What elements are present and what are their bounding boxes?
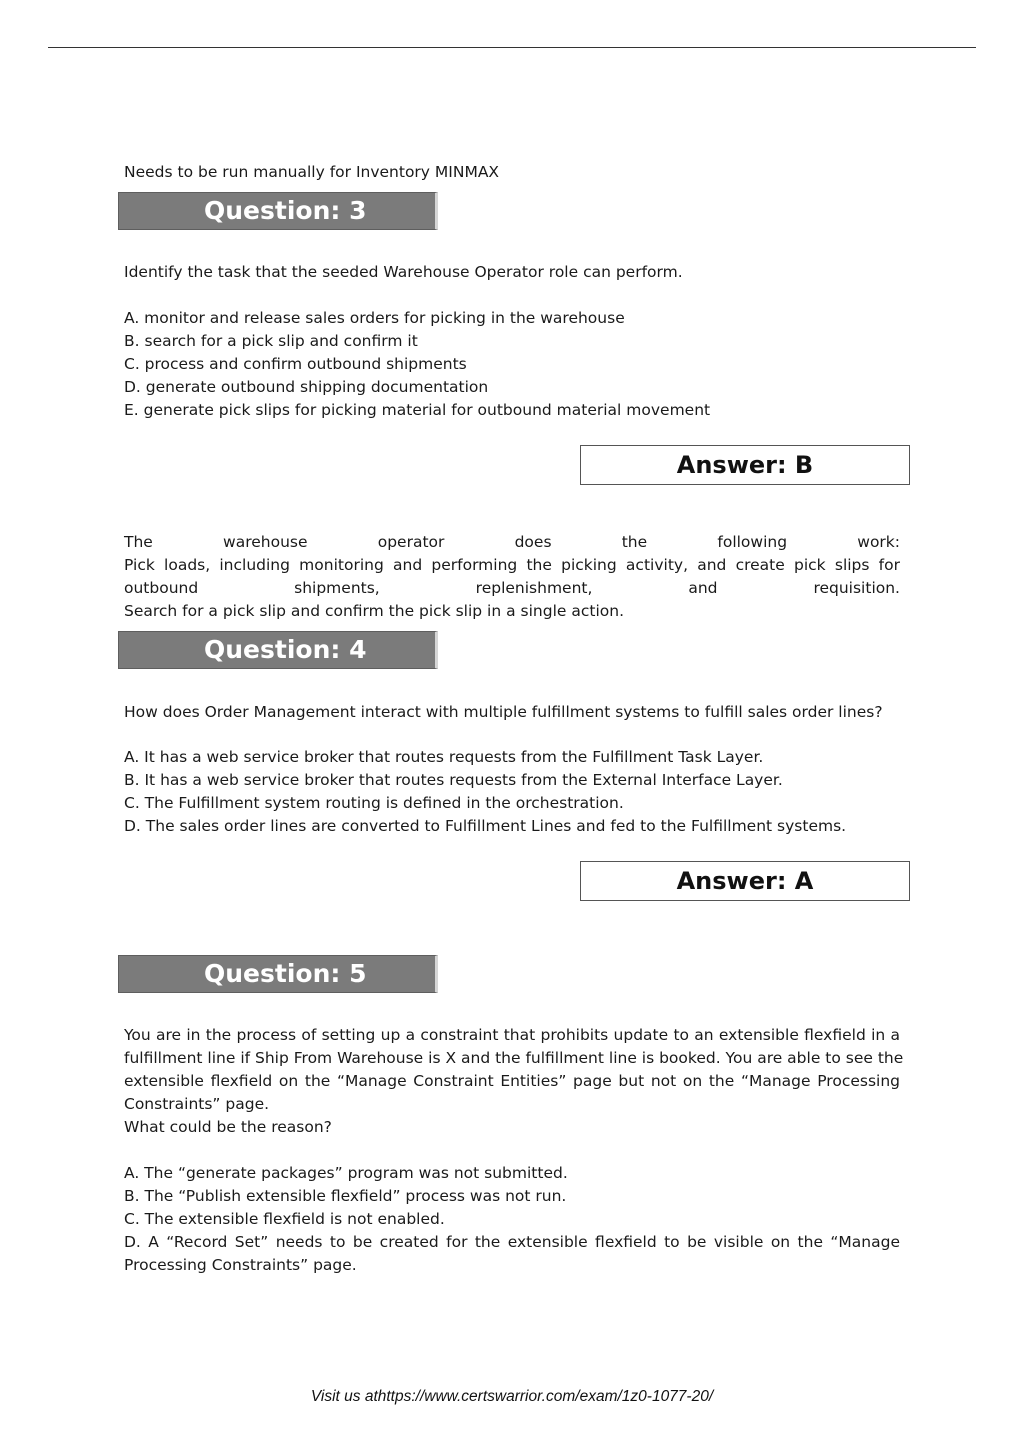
prompt-line: You are in the process of setting up a constraint that prohibits update to an extensible flexfield in a — [124, 1026, 900, 1044]
question-3-option-e: E. generate pick slips for picking material for outbound material movement — [124, 401, 711, 419]
question-4-prompt: How does Order Management interact with multiple fulfillment systems to fulfill sales order lines? — [124, 703, 883, 721]
question-5-heading-bar — [118, 955, 438, 993]
prompt-line: fulfillment line if Ship From Warehouse is X and the fulfillment line is booked. You are able to see the — [124, 1049, 904, 1067]
header-rule — [48, 47, 976, 48]
question-3-option-c: C. process and confirm outbound shipments — [124, 355, 467, 373]
question-4-option-d: D. The sales order lines are converted to Fulfillment Lines and fed to the Fulfillment systems. — [124, 817, 847, 835]
explanation-line: Search for a pick slip and confirm the pick slip in a single action. — [124, 602, 624, 620]
question-3-answer: Answer: B — [676, 451, 814, 479]
explanation-line: The warehouse operator does the following work: — [124, 533, 900, 551]
question-4-option-a: A. It has a web service broker that routes requests from the Fulfillment Task Layer. — [124, 748, 764, 766]
question-5-option-c: C. The extensible flexfield is not enabled. — [124, 1210, 445, 1228]
question-3-prompt: Identify the task that the seeded Warehouse Operator role can perform. — [124, 263, 683, 281]
question-5-option-d-line: D. A “Record Set” needs to be created for the extensible flexfield to be visible on the “Manage — [124, 1233, 900, 1251]
question-5-prompt — [124, 1024, 904, 1139]
question-4-option-b: B. It has a web service broker that routes requests from the External Interface Layer. — [124, 771, 783, 789]
question-3-option-a: A. monitor and release sales orders for picking in the warehouse — [124, 309, 625, 327]
question-5-heading: Question: 5 — [204, 959, 367, 988]
explanation-line: outbound shipments, replenishment, and requisition. — [124, 579, 900, 597]
question-3-answer-box — [580, 445, 910, 485]
question-5-option-b: B. The “Publish extensible flexfield” process was not run. — [124, 1187, 567, 1205]
question-4-option-c: C. The Fulfillment system routing is defined in the orchestration. — [124, 794, 624, 812]
question-3-option-b: B. search for a pick slip and confirm it — [124, 332, 418, 350]
question-4-answer-box — [580, 861, 910, 901]
question-3-heading: Question: 3 — [204, 196, 367, 225]
question-5-options — [124, 1162, 900, 1277]
prompt-line: extensible flexfield on the “Manage Constraint Entities” page but not on the “Manage Processing — [124, 1072, 900, 1090]
question-5-option-a: A. The “generate packages” program was not submitted. — [124, 1164, 568, 1182]
question-3-explanation — [124, 531, 900, 623]
footer-link-text: Visit us athttps://www.certswarrior.com/exam/1z0-1077-20/ — [310, 1388, 714, 1405]
question-3-option-d: D. generate outbound shipping documentation — [124, 378, 489, 396]
intro-text: Needs to be run manually for Inventory MINMAX — [124, 163, 500, 181]
question-4-heading-bar — [118, 631, 438, 669]
question-4-answer: Answer: A — [676, 867, 814, 895]
question-3-heading-bar — [118, 192, 438, 230]
explanation-line: Pick loads, including monitoring and performing the picking activity, and create pick slips for — [124, 556, 900, 574]
question-4-options — [124, 746, 900, 838]
question-5-sub-prompt: What could be the reason? — [124, 1118, 332, 1136]
question-4-heading: Question: 4 — [204, 635, 367, 664]
question-5-option-d-line: Processing Constraints” page. — [124, 1256, 357, 1274]
question-3-options — [124, 307, 900, 422]
prompt-line: Constraints” page. — [124, 1095, 270, 1113]
